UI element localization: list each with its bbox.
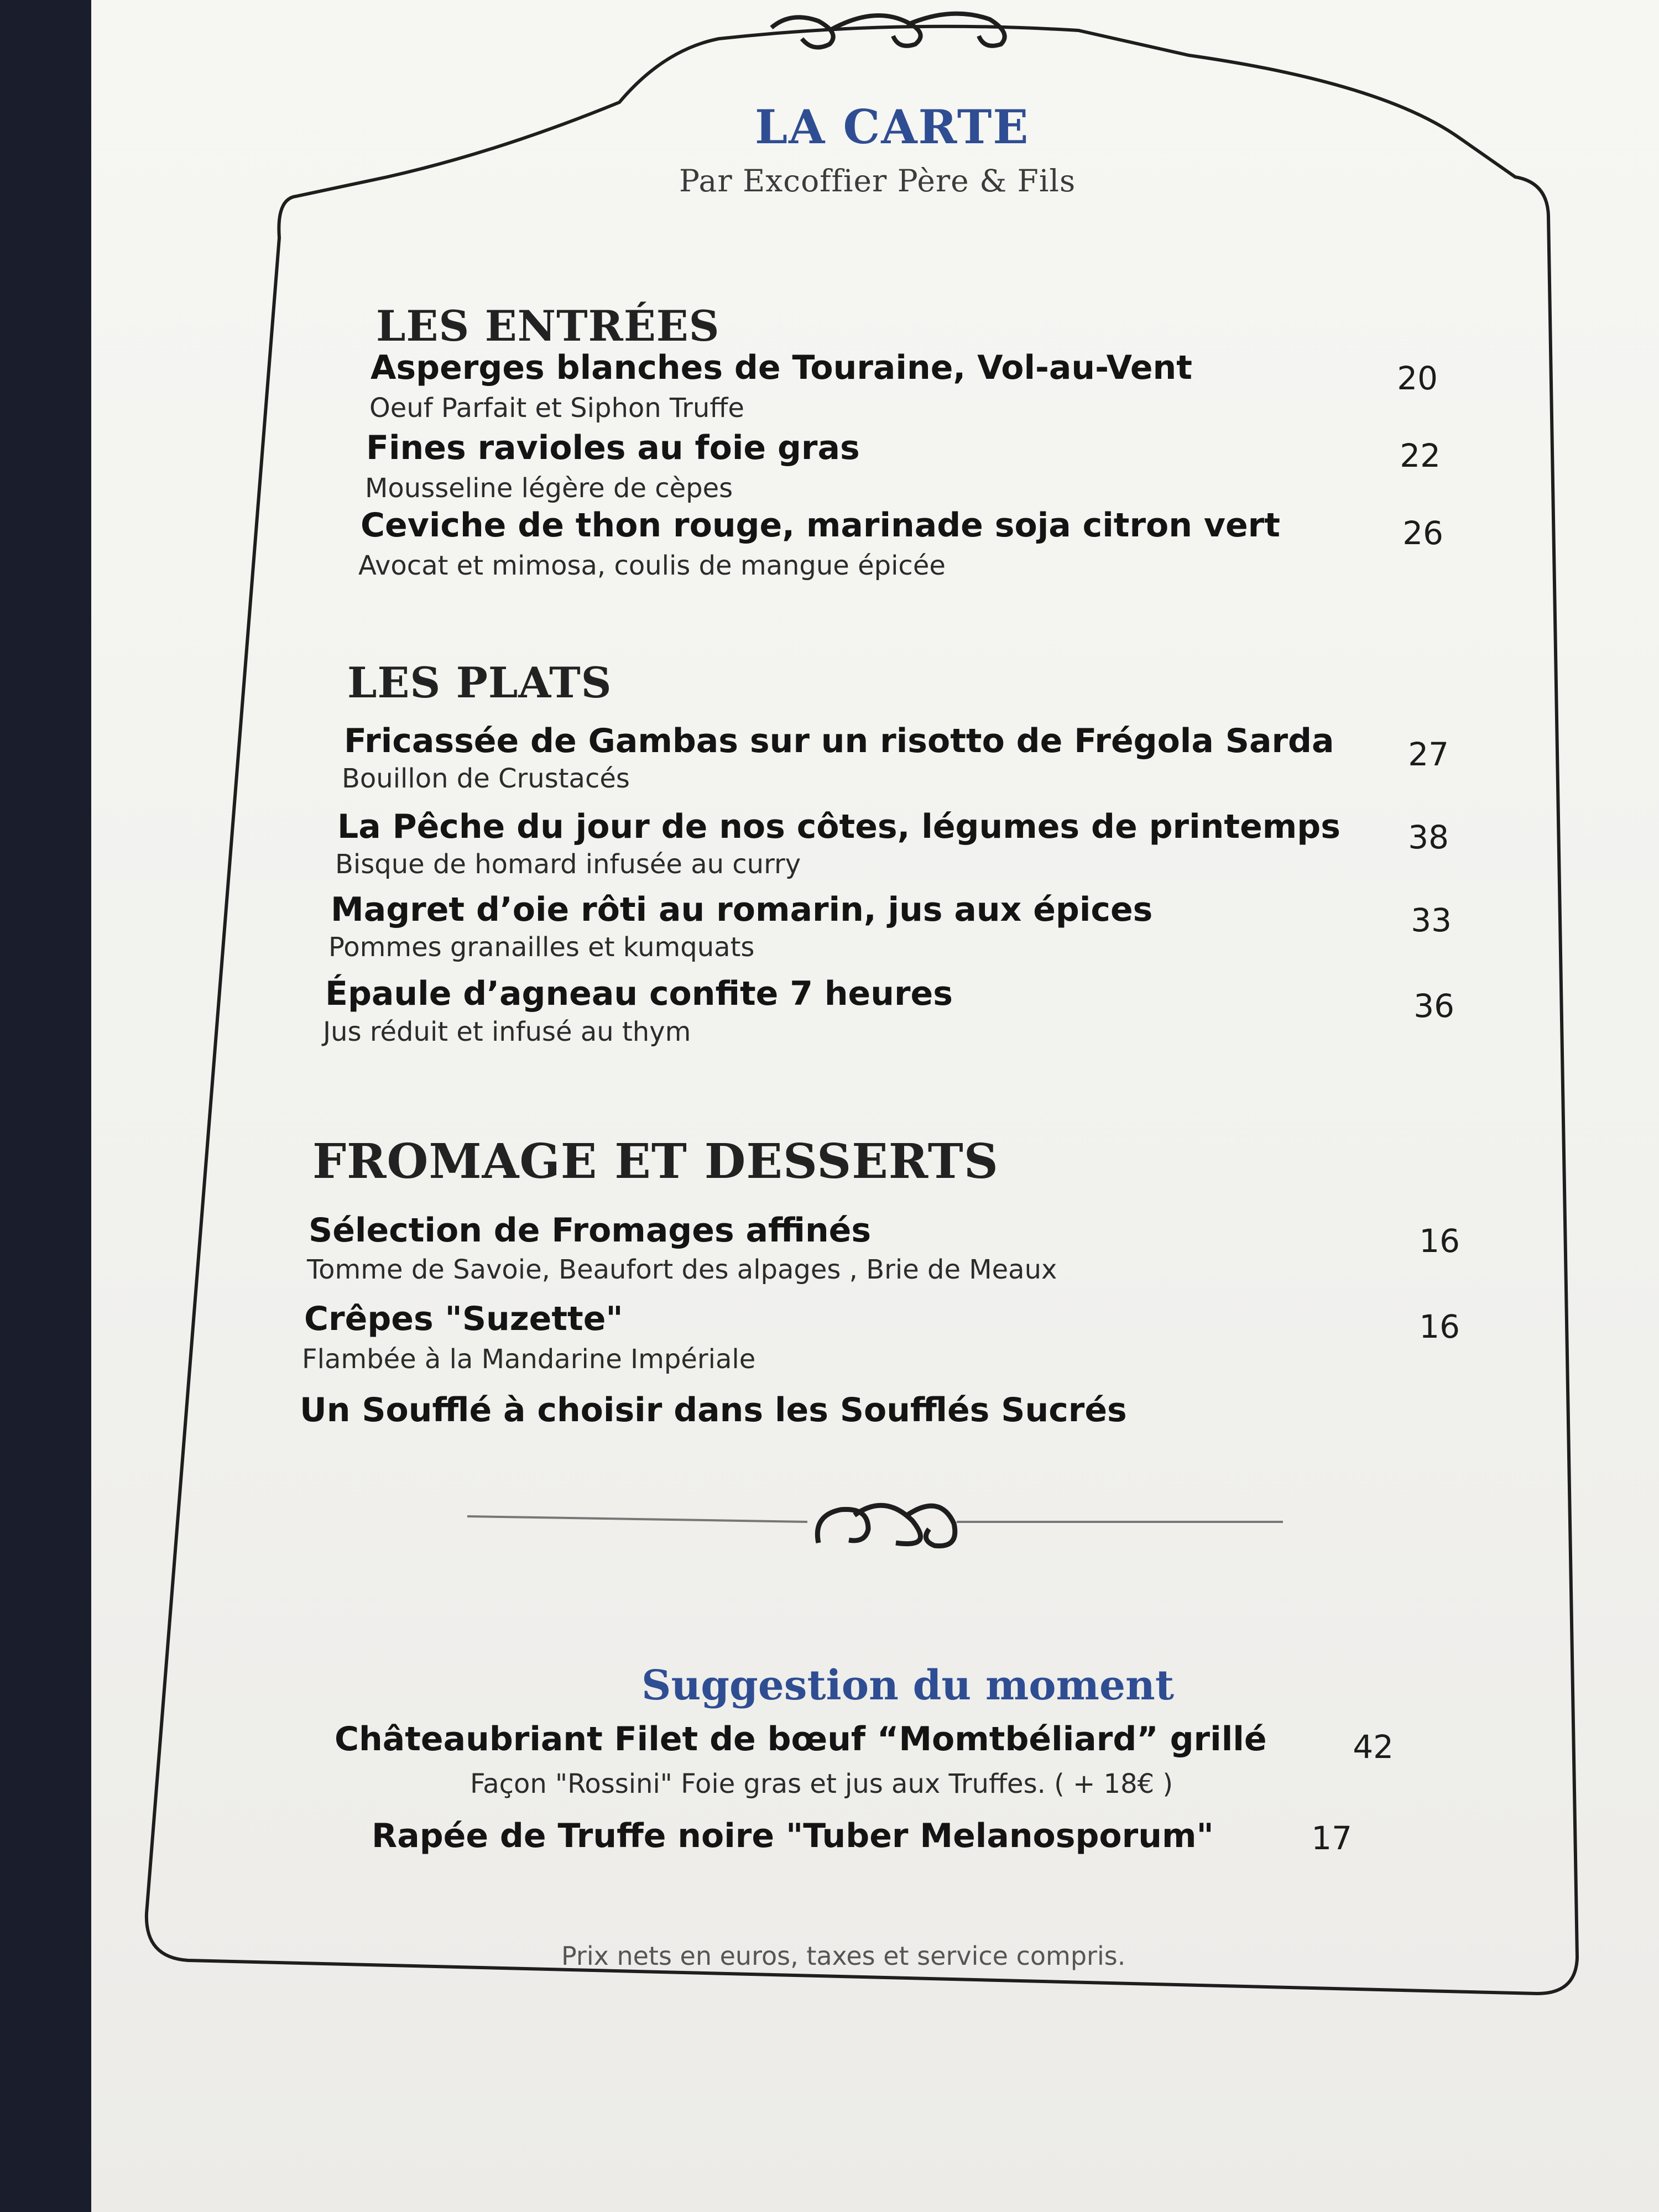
dish-price: 26 [1402, 514, 1443, 552]
dish-description: Pommes granailles et kumquats [328, 932, 755, 963]
dish-name: Asperges blanches de Touraine, Vol-au-Vent [371, 348, 1192, 387]
dish-description: Jus réduit et infusé au thym [323, 1016, 691, 1047]
section-heading-entrees: LES ENTRÉES [376, 301, 720, 351]
dish-name: La Pêche du jour de nos côtes, légumes de printemps [337, 807, 1340, 846]
dish-name: Crêpes "Suzette" [304, 1300, 623, 1338]
dish-price: 16 [1419, 1308, 1460, 1345]
footer-note: Prix nets en euros, taxes et service compris. [561, 1941, 1126, 1971]
suggestion-dish-name: Châteaubriant Filet de bœuf “Momtbéliard” grillé [335, 1720, 1267, 1759]
dish-price: 22 [1400, 437, 1441, 474]
dish-description: Bouillon de Crustacés [342, 763, 630, 794]
dish-price: 33 [1411, 901, 1452, 939]
suggestion-dish-price: 42 [1353, 1728, 1394, 1766]
dish-price: 16 [1419, 1222, 1460, 1260]
suggestion-heading: Suggestion du moment [641, 1662, 1175, 1709]
page-title: LA CARTE [755, 100, 1030, 154]
dish-description: Oeuf Parfait et Siphon Truffe [369, 393, 744, 424]
suggestion-dish-price: 17 [1311, 1819, 1352, 1857]
dish-name: Épaule d’agneau confite 7 heures [325, 974, 953, 1013]
dish-name: Un Soufflé à choisir dans les Soufflés Sucrés [300, 1391, 1127, 1430]
dish-description: Bisque de homard infusée au curry [335, 849, 801, 880]
dish-price: 36 [1413, 987, 1454, 1025]
dish-description: Avocat et mimosa, coulis de mangue épicée [358, 550, 946, 581]
suggestion-dish-name: Rapée de Truffe noire "Tuber Melanosporum" [372, 1817, 1214, 1855]
dish-name: Fines ravioles au foie gras [366, 429, 860, 467]
dish-price: 27 [1408, 735, 1449, 773]
page-subtitle: Par Excoffier Père & Fils [679, 163, 1076, 199]
section-heading-desserts: FROMAGE ET DESSERTS [312, 1134, 999, 1190]
dish-name: Sélection de Fromages affinés [309, 1211, 872, 1250]
menu-page [91, 0, 1659, 2212]
dish-price: 38 [1408, 818, 1449, 856]
dish-description: Flambée à la Mandarine Impériale [302, 1344, 756, 1375]
dish-name: Fricassée de Gambas sur un risotto de Frégola Sarda [344, 722, 1334, 760]
dish-description: Tomme de Savoie, Beaufort des alpages , Brie de Meaux [307, 1254, 1057, 1285]
dish-description: Mousseline légère de cèpes [365, 473, 733, 504]
dish-name: Ceviche de thon rouge, marinade soja citron vert [361, 506, 1280, 545]
dish-name: Magret d’oie rôti au romarin, jus aux épices [331, 890, 1153, 929]
section-heading-plats: LES PLATS [347, 658, 612, 707]
suggestion-dish-description: Façon "Rossini" Foie gras et jus aux Truffes. ( + 18€ ) [470, 1768, 1173, 1799]
dish-price: 20 [1397, 359, 1438, 397]
